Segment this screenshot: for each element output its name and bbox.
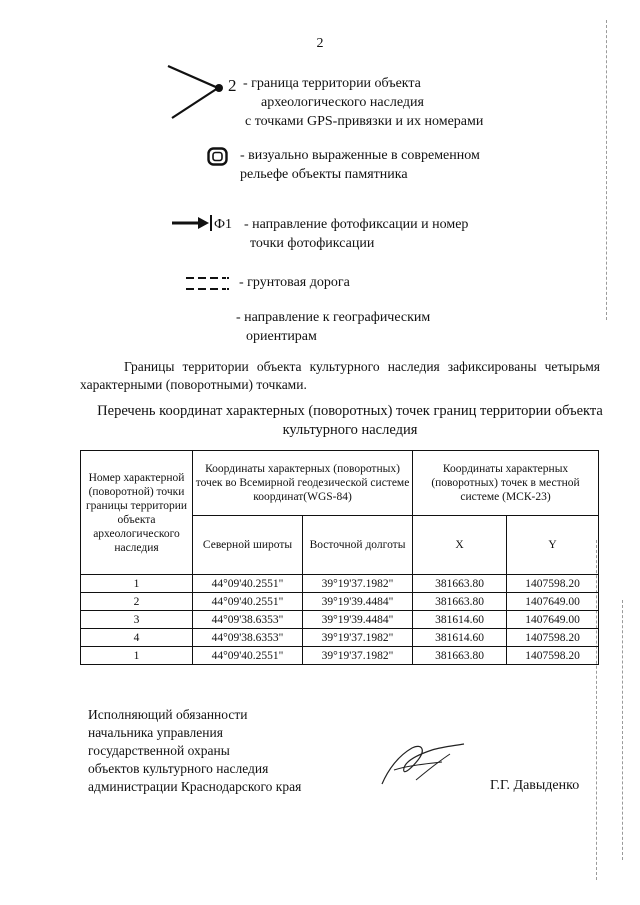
legend-road-text [239,273,350,292]
signer-name: Г.Г. Давыденко [490,778,580,793]
dirt-road-icon [186,274,230,294]
legend-photo-line: точки фотофиксации [250,236,375,251]
cell-point-number: 2 [81,593,193,611]
table-header-row [81,451,599,516]
cell-north: 44°09'38.6353" [193,629,303,647]
cell-y: 1407598.20 [507,575,599,593]
legend-boundary-line: - граница территории объекта [243,76,421,91]
boundary-marker-number: 2 [228,76,237,95]
legend-photo-line: - направление фотофиксации и номер [244,217,469,232]
cell-x: 381614.60 [413,629,507,647]
header-msk23: Координаты характерных (поворотных) точек в местной системе (МСК-23) [413,451,599,516]
boundary-paragraph [80,358,600,394]
cell-north: 44°09'40.2551" [193,647,303,665]
cell-east: 39°19'39.4484" [303,611,413,629]
cell-east: 39°19'37.1982" [303,647,413,665]
signature-position-line: начальника управления [88,725,223,740]
header-point-number: Номер характерной (поворотной) точки границы территории объекта археологического наследия [81,451,193,575]
table-row [81,611,599,629]
table-row [81,647,599,665]
table-title: Перечень координат характерных (поворотных) точек границ территории объекта культурного наследия [97,403,603,438]
cell-x: 381663.80 [413,593,507,611]
cell-y: 1407649.00 [507,593,599,611]
cell-y: 1407649.00 [507,611,599,629]
legend-relief-text [240,146,480,184]
scan-artifact-line [606,20,607,320]
cell-y: 1407598.20 [507,647,599,665]
legend-boundary-line: с точками GPS-привязки и их номерами [245,114,484,129]
legend-geo-line: - направление к географическим [236,310,431,325]
photo-point-marker: Ф1 [214,217,233,232]
cell-east: 39°19'39.4484" [303,593,413,611]
legend-photo-text [244,215,468,253]
cell-point-number: 4 [81,629,193,647]
header-wgs84: Координаты характерных (поворотных) точек во Всемирной геодезической системе координат(WGS-84) [193,451,413,516]
header-north-latitude: Северной широты [193,516,303,575]
table-row [81,593,599,611]
legend-relief-line: - визуально выраженные в современном [240,148,480,163]
signature-position-line: администрации Краснодарского края [88,779,302,794]
signature-position-line: объектов культурного наследия [88,761,269,776]
photo-direction-arrow-icon [172,214,214,232]
coordinates-table [80,450,599,665]
legend-geo-text [236,308,430,346]
cell-north: 44°09'38.6353" [193,611,303,629]
cell-north: 44°09'40.2551" [193,593,303,611]
boundary-paragraph-text: Границы территории объекта культурного наследия зафиксированы четырьмя характерными (поворотными) точками. [80,359,600,392]
header-x: X [413,516,507,575]
table-row [81,629,599,647]
signature-position-line: Исполняющий обязанности [88,707,248,722]
handwritten-signature [372,740,472,790]
scan-artifact-line [622,600,623,860]
signature-position-line: государственной охраны [88,743,230,758]
legend-boundary-text [243,74,483,131]
cell-y: 1407598.20 [507,629,599,647]
legend-boundary-line: археологического наследия [261,95,424,110]
page-number: 2 [316,36,324,51]
cell-x: 381614.60 [413,611,507,629]
cell-point-number: 1 [81,575,193,593]
legend-geo-line: ориентирам [246,329,317,344]
cell-north: 44°09'40.2551" [193,575,303,593]
cell-east: 39°19'37.1982" [303,575,413,593]
signature-position-block [88,706,301,796]
cell-east: 39°19'37.1982" [303,629,413,647]
header-y: Y [507,516,599,575]
table-row [81,575,599,593]
relief-object-icon [206,146,230,168]
cell-x: 381663.80 [413,647,507,665]
boundary-symbol-icon [166,62,232,122]
cell-x: 381663.80 [413,575,507,593]
cell-point-number: 1 [81,647,193,665]
legend-relief-line: рельефе объекты памятника [240,167,408,182]
cell-point-number: 3 [81,611,193,629]
header-east-longitude: Восточной долготы [303,516,413,575]
legend-road-line: - грунтовая дорога [239,275,350,290]
